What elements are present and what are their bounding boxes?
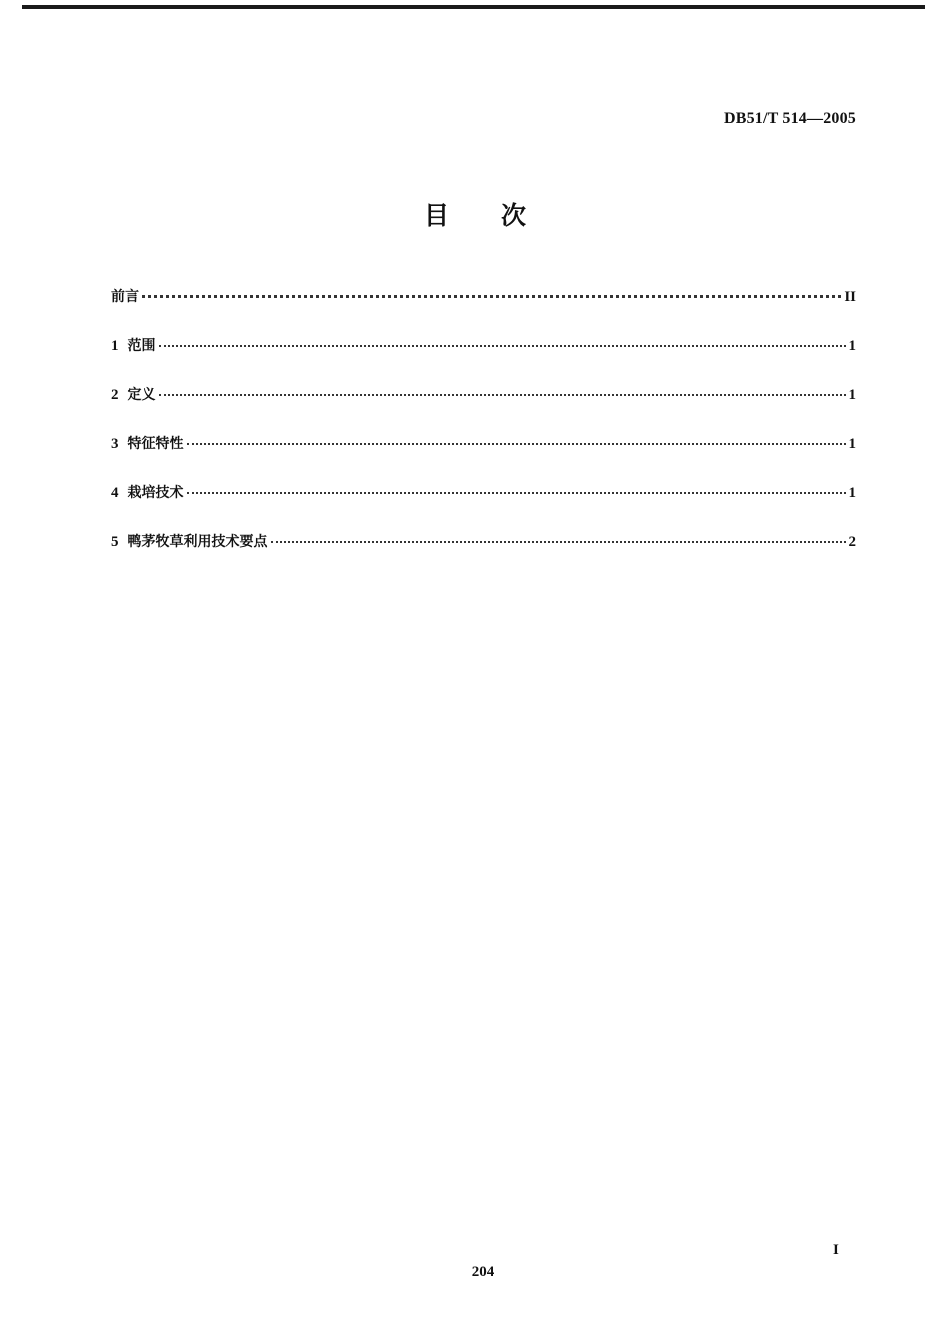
toc-entry-page: 1	[848, 436, 856, 452]
toc-entry-label: 前言	[111, 289, 139, 305]
toc-entry-label: 范围	[127, 338, 156, 354]
toc-leader-dots	[159, 394, 846, 396]
toc-leader-dots	[159, 345, 846, 347]
toc-entry-number: 2	[111, 387, 119, 403]
toc-leader-dots	[142, 295, 841, 298]
toc-entry-label: 鸭茅牧草利用技术要点	[127, 534, 268, 550]
toc-entry-characteristics[interactable]	[111, 433, 856, 457]
toc-entry-label: 定义	[127, 387, 156, 403]
toc-entry-number: 5	[111, 534, 119, 550]
toc-leader-dots	[271, 541, 846, 543]
toc-entry-number: 3	[111, 436, 119, 452]
page-number: 204	[471, 1264, 495, 1280]
page-title: 目次	[423, 201, 578, 230]
toc-entry-page: 1	[848, 485, 856, 501]
toc-entry-foreword[interactable]	[111, 286, 856, 310]
toc-entry-number: 1	[111, 338, 119, 354]
toc-leader-dots	[187, 443, 846, 445]
toc-entry-label: 栽培技术	[127, 485, 184, 501]
toc-leader-dots	[187, 492, 846, 494]
toc-entry-cultivation[interactable]	[111, 482, 856, 506]
roman-page-number: I	[833, 1242, 839, 1258]
toc-entry-definitions[interactable]	[111, 384, 856, 408]
toc-entry-page: II	[844, 289, 856, 305]
table-of-contents	[111, 286, 856, 580]
toc-entry-label: 特征特性	[127, 436, 184, 452]
toc-entry-utilization[interactable]	[111, 531, 856, 555]
toc-entry-scope[interactable]	[111, 335, 856, 359]
toc-entry-number: 4	[111, 485, 119, 501]
top-rule	[22, 5, 925, 9]
toc-entry-page: 2	[848, 534, 856, 550]
toc-entry-page: 1	[848, 338, 856, 354]
standard-code: DB51/T 514—2005	[723, 110, 856, 127]
toc-entry-page: 1	[848, 387, 856, 403]
